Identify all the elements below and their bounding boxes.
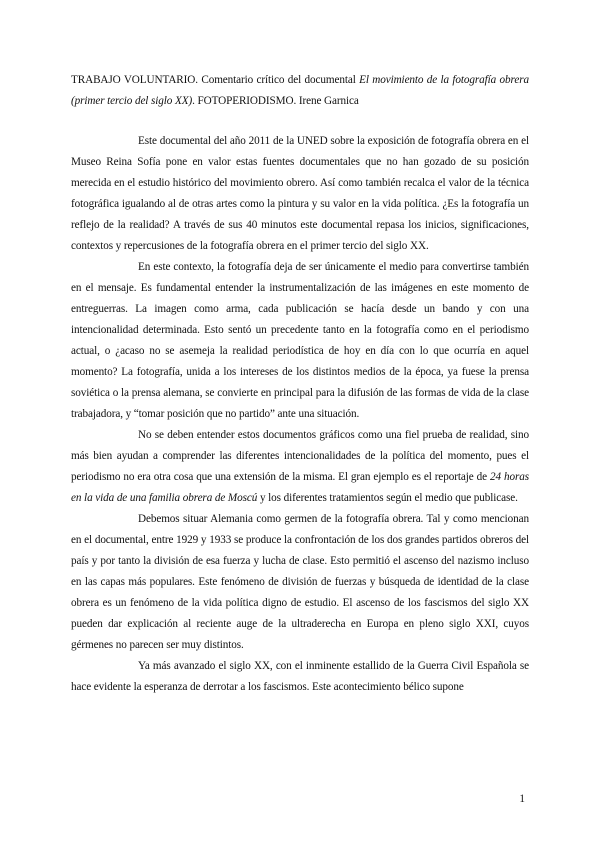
paragraph-1: Este documental del año 2011 de la UNED sobre la exposición de fotografía obrera en el Museo Reina Sofía pone en valor estas fuentes documentales que no han gozado de su posición merecida en el estudio histórico del movimiento obrero. Así como también recalca el valor de la técnica fotográfica igualando al de otras artes como la pintura y su valor en la vida política. ¿Es la fotografía un reflejo de la realidad? A través de sus 40 minutos este documental repasa los inicios, significaciones, contextos y repercusiones de la fotografía obrera en el primer tercio del siglo XX. [71,135,529,252]
title-italic: El movimiento de la fotografía obrera (primer tercio del siglo XX) [71,74,529,107]
paragraph-4: Debemos situar Alemania como germen de la fotografía obrera. Tal y como mencionan en el documental, entre 1929 y 1933 se produce la confrontación de los dos grandes partidos obreros del país y por tanto la división de esa fuerza y lucha de clase. Esto permitió el ascenso del nazismo incluso en las capas más populares. Este fenómeno de división de fuerzas y búsqueda de identidad de la clase obrera es un fenómeno de la vida política digno de estudio. El ascenso de los fascismos del siglo XX pueden dar explicación al reciente auge de la ultraderecha en Europa en pleno siglo XXI, cuyos gérmenes no parecen ser muy distintos. [71,513,529,651]
page-number: 1 [519,793,525,805]
paragraph-3-italic: 24 horas en la vida de una familia obrera de Moscú [71,471,529,504]
paragraph-5: Ya más avanzado el siglo XX, con el inminente estallido de la Guerra Civil Española se hace evidente la esperanza de derrotar a los fascismos. Este acontecimiento bélico supone [71,660,529,693]
paragraph-3-after: y los diferentes tratamientos según el medio que publicase. [257,492,518,504]
paragraph-2: En este contexto, la fotografía deja de ser únicamente el medio para convertirse también en el mensaje. Es fundamental entender la instrumentalización de las imágenes en este momento de entreguerras. La imagen como arma, cada publicación se hacía desde un bando y con una intencionalidad determinada. Esto sentó un precedente tanto en la fotografía como en el periodismo actual, o ¿acaso no se asemeja la realidad periodística de hoy en día con lo que ocurría en aquel momento? La fotografía, unida a los intereses de los distintos medios de la época, ya fuese la prensa soviética o la prensa alemana, se convierte en principal para la difusión de las formas de vida de la clase trabajadora, y “tomar posición que no partido” ante una situación. [71,261,529,420]
document-title [71,70,529,112]
title-prefix: TRABAJO VOLUNTARIO. Comentario crítico del documental [71,74,360,86]
paragraph-3 [71,425,529,509]
title-suffix: . FOTOPERIODISMO. Irene Garnica [192,95,359,107]
paragraph-3-before: No se deben entender estos documentos gráficos como una fiel prueba de realidad, sino más bien ayudan a comprender las diferentes intencionalidades de la política del momento, pues el periodismo no era otra cosa que una extensión de la misma. El gran ejemplo es el reportaje de [71,429,529,483]
document-body [71,70,529,698]
